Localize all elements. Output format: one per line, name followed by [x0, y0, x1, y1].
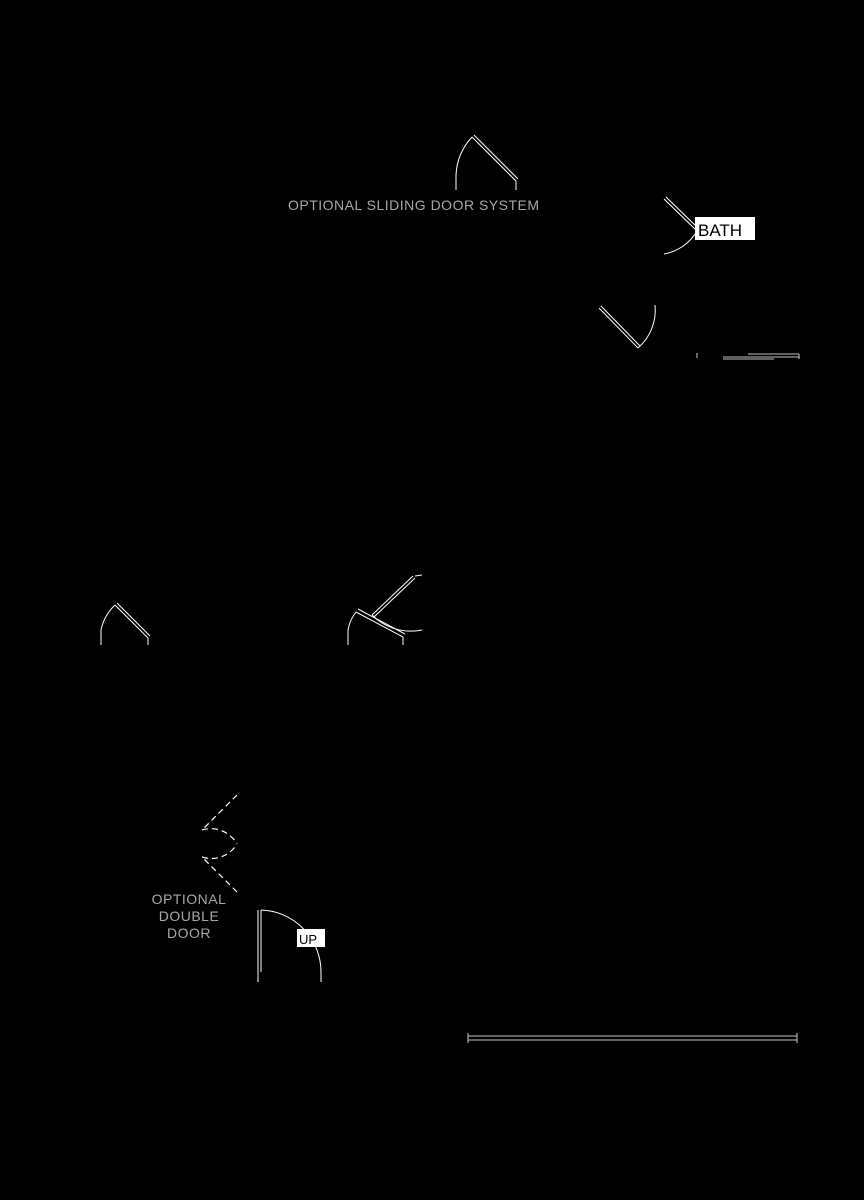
optional-double-door-swing	[202, 795, 237, 892]
sliding-door-label: OPTIONAL SLIDING DOOR SYSTEM	[288, 197, 540, 213]
stairs-up-label: UP	[299, 932, 318, 947]
wall-bottom-right	[468, 1033, 797, 1043]
bath-label: BATH	[698, 221, 743, 240]
bath-label-tag	[695, 217, 755, 240]
double-door-label-line3: DOOR	[167, 925, 211, 941]
door-swing-bath	[664, 197, 699, 254]
door-swing-center	[348, 575, 422, 645]
double-door-label-line2: DOUBLE	[158, 908, 220, 924]
stairs-up-tag	[297, 929, 325, 947]
double-door-label-line1: OPTIONAL	[151, 891, 227, 907]
door-swing-top	[456, 135, 518, 190]
door-swing-left	[101, 603, 150, 645]
wall-fragment-right	[697, 353, 799, 359]
door-swing-right-middle	[599, 305, 655, 348]
